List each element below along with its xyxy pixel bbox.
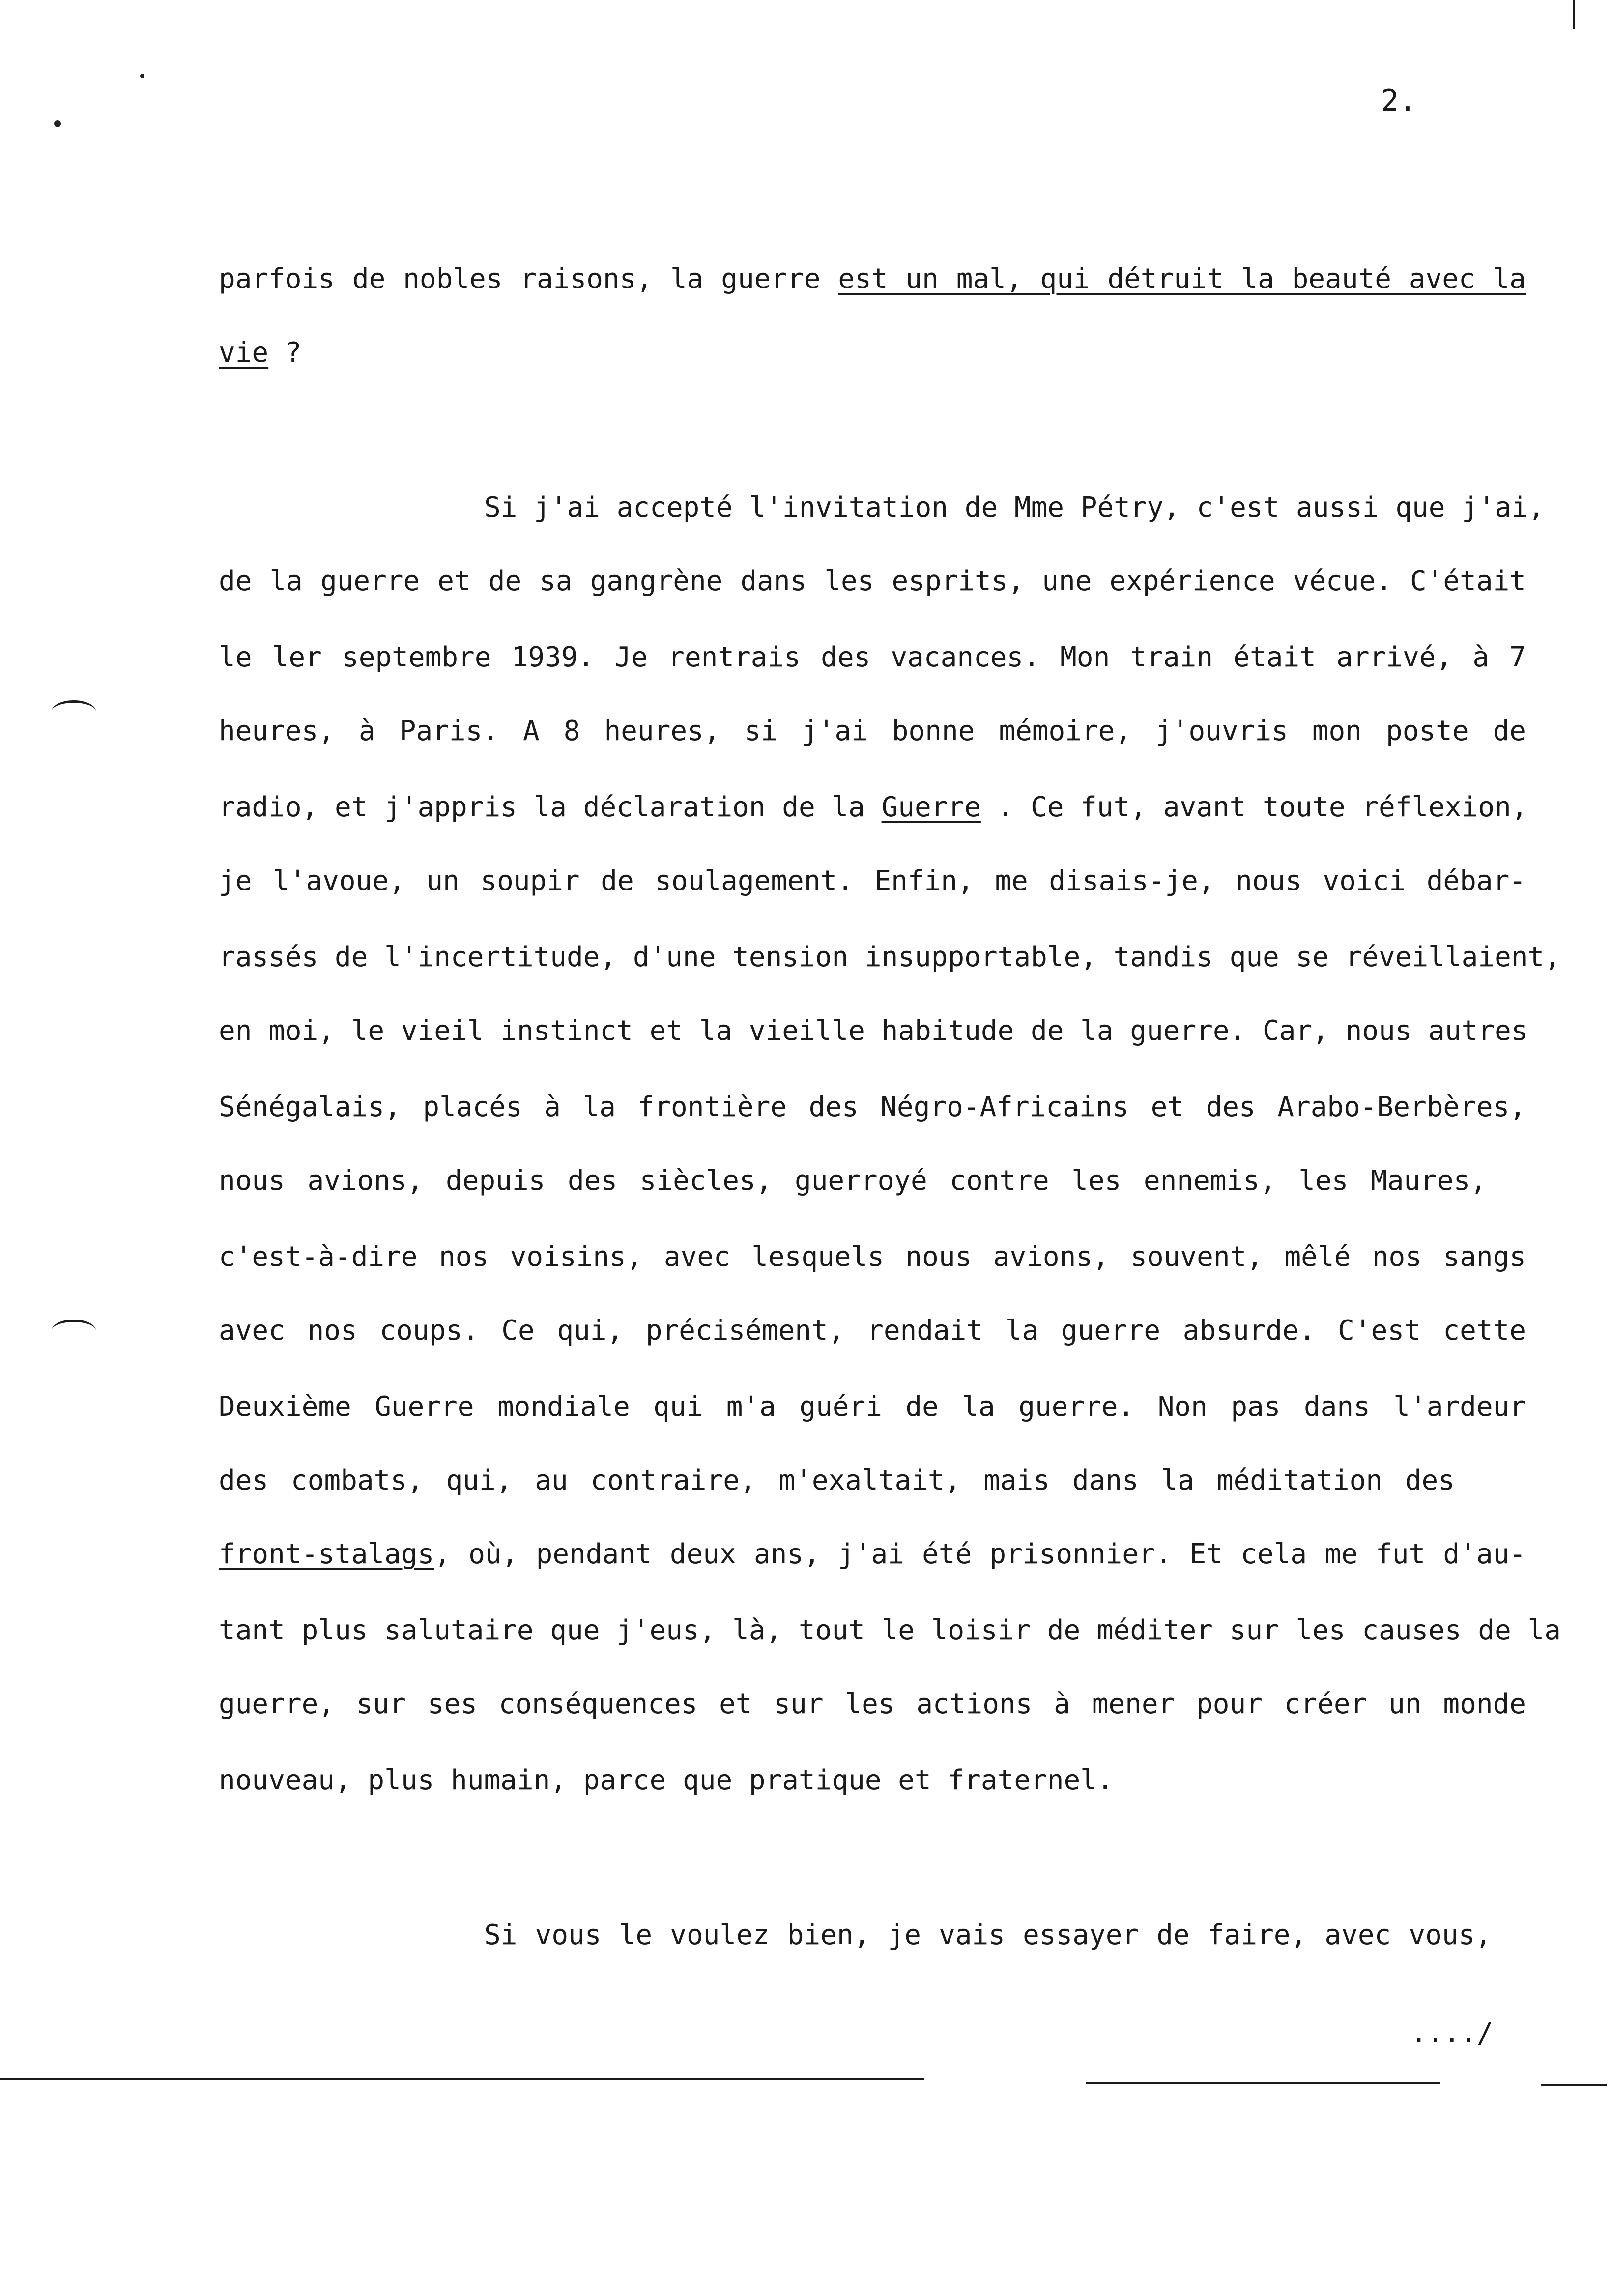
underlined-text: front-stalags	[219, 1538, 434, 1570]
text-line: tant plus salutaire que j'eus, là, tout le loisir de méditer sur les causes de la	[219, 1614, 1561, 1646]
page-number: 2.	[1381, 84, 1417, 118]
margin-mark	[52, 700, 96, 722]
text-line: heures, à Paris. A 8 heures, si j'ai bonne mémoire, j'ouvris mon poste de	[219, 715, 1526, 747]
footer-rule	[1086, 2082, 1440, 2084]
text-line: Si vous le voulez bien, je vais essayer de faire, avec vous,	[484, 1919, 1492, 1951]
text-segment: radio, et j'appris la déclaration de la	[219, 791, 882, 823]
margin-mark	[52, 1320, 96, 1342]
text-segment: . Ce fut, avant toute réflexion,	[980, 791, 1528, 823]
text-line: en moi, le vieil instinct et la vieille habitude de la guerre. Car, nous autres	[219, 1015, 1528, 1047]
text-line: guerre, sur ses conséquences et sur les actions à mener pour créer un monde	[219, 1688, 1526, 1720]
scan-speck	[140, 74, 144, 78]
underlined-text: vie	[219, 337, 269, 369]
scan-edge-mark	[1573, 0, 1575, 29]
text-line: Deuxième Guerre mondiale qui m'a guéri de la guerre. Non pas dans l'ardeur	[219, 1391, 1526, 1423]
text-line	[219, 263, 1526, 295]
underlined-text: est un mal, qui détruit la beauté avec la	[838, 263, 1526, 295]
text-segment: parfois de nobles raisons, la guerre	[219, 263, 838, 295]
footer-rule	[0, 2078, 924, 2080]
text-line: rassés de l'incertitude, d'une tension insupportable, tandis que se réveillaient,	[219, 941, 1561, 973]
text-line: Si j'ai accepté l'invitation de Mme Pétry, c'est aussi que j'ai,	[484, 491, 1545, 523]
text-line: c'est-à-dire nos voisins, avec lesquels nous avions, souvent, mêlé nos sangs	[219, 1241, 1526, 1273]
text-line: de la guerre et de sa gangrène dans les esprits, une expérience vécue. C'était	[219, 565, 1526, 597]
footer-rule	[1541, 2084, 1607, 2086]
text-line	[219, 791, 1526, 824]
scan-speck	[54, 120, 61, 127]
text-segment: , où, pendant deux ans, j'ai été prisonnier. Et cela me fut d'au-	[434, 1538, 1526, 1570]
text-segment: ?	[268, 337, 302, 369]
text-line: avec nos coups. Ce qui, précisément, rendait la guerre absurde. C'est cette	[219, 1315, 1526, 1347]
text-line: Sénégalais, placés à la frontière des Négro-Africains et des Arabo-Berbères,	[219, 1091, 1526, 1123]
underlined-text: Guerre	[881, 791, 981, 823]
text-line	[219, 337, 1526, 369]
text-line: le ler septembre 1939. Je rentrais des vacances. Mon train était arrivé, à 7	[219, 641, 1526, 673]
text-line: des combats, qui, au contraire, m'exaltait, mais dans la méditation des	[219, 1464, 1455, 1496]
continuation-mark: ..../	[1410, 2017, 1494, 2049]
text-line: nouveau, plus humain, parce que pratique et fraternel.	[219, 1764, 1114, 1796]
text-line: je l'avoue, un soupir de soulagement. Enfin, me disais-je, nous voici débar-	[219, 865, 1526, 897]
text-line: nous avions, depuis des siècles, guerroyé contre les ennemis, les Maures,	[219, 1165, 1487, 1197]
text-line	[219, 1538, 1526, 1571]
